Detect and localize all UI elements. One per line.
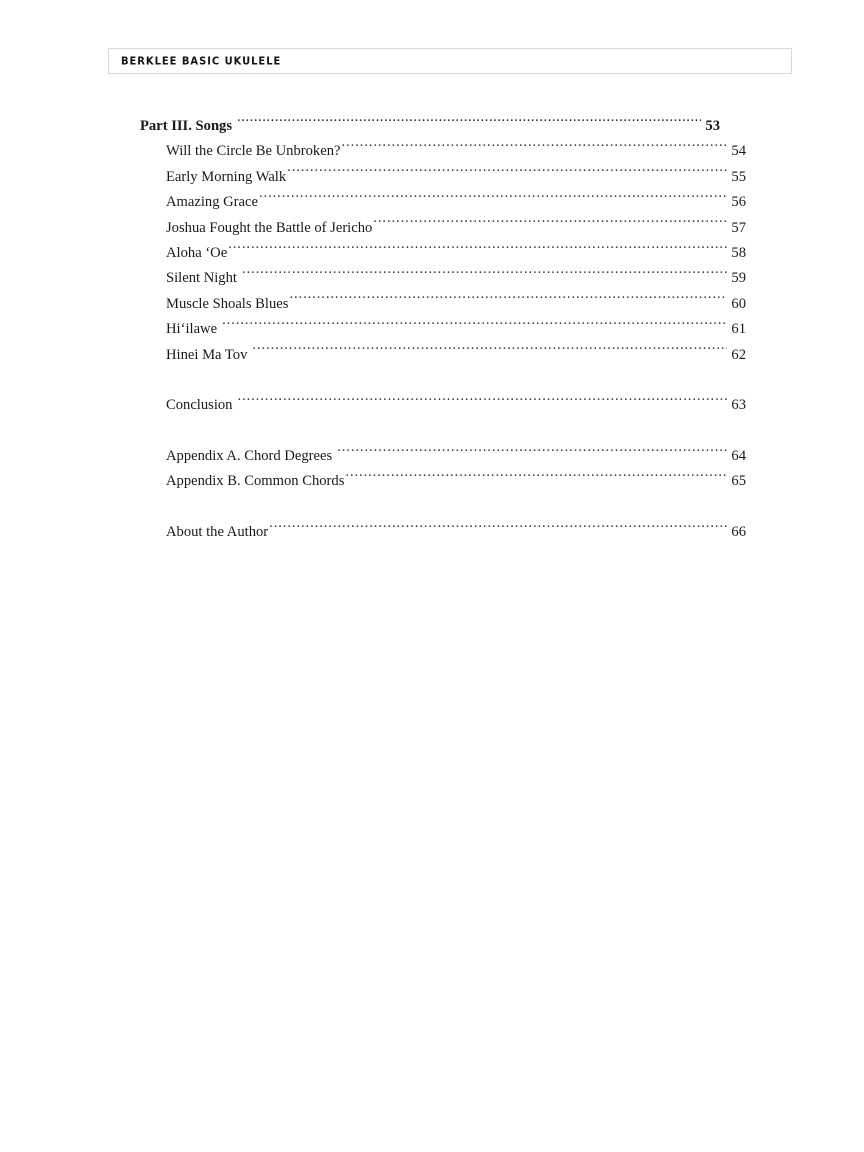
- toc-page-number: 61: [731, 321, 746, 338]
- toc-page-number: 65: [731, 473, 746, 490]
- toc-entry-row[interactable]: [140, 216, 746, 241]
- toc-entry-label: Aloha ʻOe: [166, 244, 228, 261]
- toc-entry-label: Appendix B. Common Chords: [166, 473, 345, 490]
- toc-page-number: 53: [705, 118, 720, 134]
- toc-page-number: 56: [731, 194, 746, 211]
- toc-part-row[interactable]: [140, 114, 720, 139]
- toc-entry-row[interactable]: [140, 139, 746, 164]
- toc-dot-leader: [228, 242, 727, 257]
- toc-dot-leader: [252, 344, 727, 359]
- toc-dot-leader: [287, 166, 727, 181]
- toc-entry-label: Appendix A. Chord Degrees: [166, 448, 333, 465]
- toc-entry-label: Hiʻilawe: [166, 321, 218, 338]
- toc-dot-leader: [242, 268, 727, 283]
- toc-dot-leader: [269, 522, 727, 537]
- toc-entry-row[interactable]: [140, 520, 746, 545]
- toc-entry-label: Early Morning Walk: [166, 168, 287, 185]
- toc-entry-row[interactable]: [140, 266, 746, 291]
- toc-entry-label: Muscle Shoals Blues: [166, 295, 289, 312]
- toc-page-number: 58: [731, 244, 746, 261]
- toc-page-number: 55: [731, 168, 746, 185]
- toc-entry-row[interactable]: [140, 317, 746, 342]
- toc-dot-leader: [237, 115, 701, 130]
- toc-dot-leader: [222, 319, 727, 334]
- toc-dot-leader: [373, 217, 727, 232]
- toc-dot-leader: [345, 471, 727, 486]
- toc-entry-row[interactable]: [140, 343, 746, 368]
- toc-entry-row[interactable]: [140, 469, 746, 494]
- toc-entry-label: About the Author: [166, 524, 269, 541]
- toc-entry-label: Will the Circle Be Unbroken?: [166, 143, 341, 160]
- toc-page-number: 59: [731, 270, 746, 287]
- toc-dot-leader: [289, 293, 727, 308]
- toc-entry-label: Part III. Songs: [140, 118, 233, 134]
- toc-page-number: 54: [731, 143, 746, 160]
- toc-group-spacer: [140, 368, 720, 393]
- toc-page-number: 57: [731, 219, 746, 236]
- toc-entry-row[interactable]: [140, 165, 746, 190]
- toc-entry-label: Amazing Grace: [166, 194, 258, 211]
- toc-page-number: 66: [731, 524, 746, 541]
- toc-page-number: 60: [731, 295, 746, 312]
- running-header-box: [108, 48, 792, 74]
- running-header-title: BERKLEE BASIC UKULELE: [121, 54, 282, 68]
- toc-page-number: 62: [731, 346, 746, 363]
- toc-entry-label: Conclusion: [166, 397, 233, 414]
- table-of-contents: [140, 114, 746, 546]
- toc-entry-label: Silent Night: [166, 270, 237, 287]
- toc-dot-leader: [259, 192, 727, 207]
- toc-page-number: 64: [731, 448, 746, 465]
- toc-entry-label: Hinei Ma Tov: [166, 346, 248, 363]
- toc-group-spacer: [140, 495, 720, 520]
- toc-group-spacer: [140, 419, 720, 444]
- toc-entry-row[interactable]: [140, 241, 746, 266]
- toc-entry-row[interactable]: [140, 190, 746, 215]
- toc-entry-row[interactable]: [140, 292, 746, 317]
- toc-dot-leader: [237, 395, 727, 410]
- toc-dot-leader: [337, 445, 727, 460]
- toc-entry-row[interactable]: [140, 444, 746, 469]
- toc-page-number: 63: [731, 397, 746, 414]
- toc-entry-label: Joshua Fought the Battle of Jericho: [166, 219, 373, 236]
- toc-entry-row[interactable]: [140, 393, 746, 418]
- toc-dot-leader: [341, 141, 727, 156]
